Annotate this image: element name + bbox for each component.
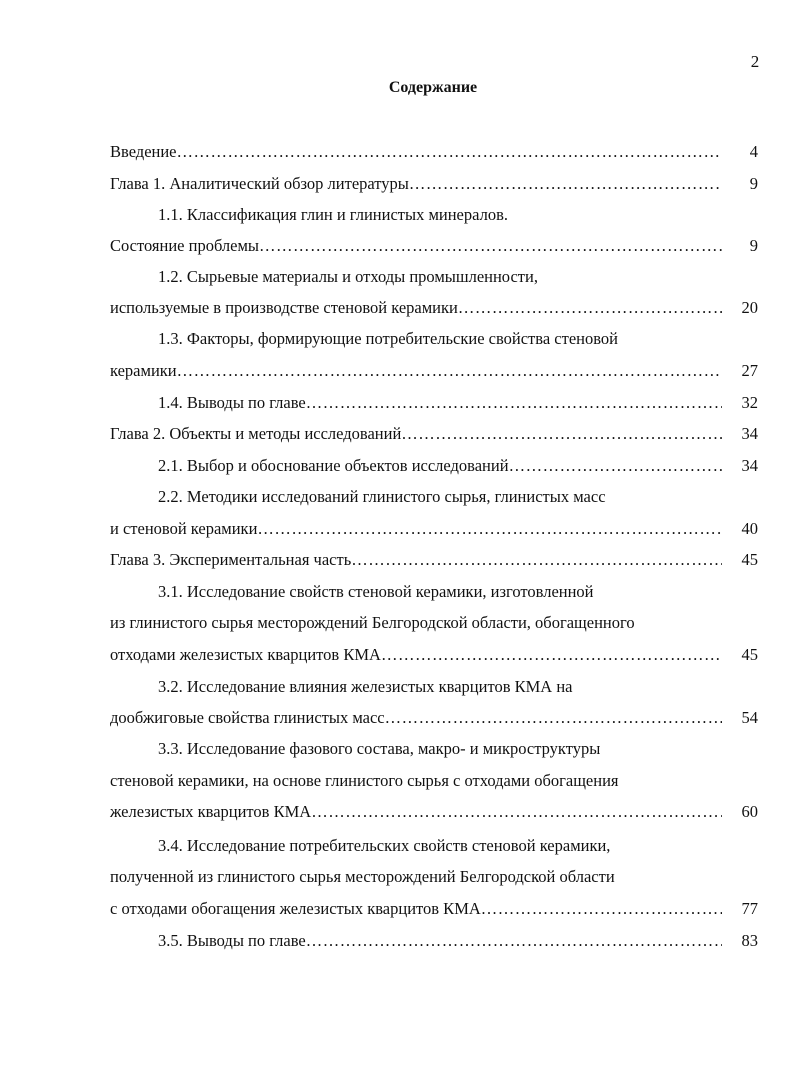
toc-page-number: 27 [741, 361, 758, 380]
toc-entry-1-1: 1.1. Классификация глин и глинистых минералов. [158, 205, 508, 224]
toc-entry-introduction: Введение ………………………………………………………………………………………………………………………………………………………………………… [110, 141, 722, 163]
toc-entry-3-1-cont: из глинистого сырья месторождений Белгородской области, обогащенного [110, 613, 635, 632]
toc-entry-chapter-2: Глава 2. Объекты и методы исследований ………………………………………………………………………………………………………………………………………………………………………… [110, 423, 722, 445]
toc-page-number: 4 [749, 142, 758, 161]
toc-page-number: 34 [741, 424, 758, 443]
toc-page-number: 54 [741, 708, 758, 727]
toc-entry-3-5: 3.5. Выводы по главе ………………………………………………………………………………………………………………………………………………………………………… [110, 930, 722, 952]
toc-entry-3-3: 3.3. Исследование фазового состава, макро- и микроструктуры [158, 739, 601, 758]
toc-entry-3-3-cont: стеновой керамики, на основе глинистого сырья с отходами обогащения [110, 771, 619, 790]
toc-entry-chapter-3: Глава 3. Экспериментальная часть ………………………………………………………………………………………………………………………………………………………………………… [110, 549, 722, 571]
toc-page-number: 20 [741, 298, 758, 317]
toc-entry-3-4: 3.4. Исследование потребительских свойств стеновой керамики, [158, 836, 611, 855]
toc-entry-1-3-cont: керамики ………………………………………………………………………………………………………………………………………………………………………… [110, 360, 722, 382]
toc-entry-3-4-cont2: с отходами обогащения железистых кварцитов КМА ………………………………………………………………………………………………………………………………………………………………………… [110, 898, 722, 920]
toc-entry-1-2-cont: используемые в производстве стеновой керамики ………………………………………………………………………………………………………………………………………………………………………… [110, 297, 722, 319]
toc-entry-3-4-cont: полученной из глинистого сырья месторождений Белгородской области [110, 867, 615, 886]
toc-entry-3-3-cont2: железистых кварцитов КМА ………………………………………………………………………………………………………………………………………………………………………… [110, 801, 722, 823]
toc-entry-3-2-cont: дообжиговые свойства глинистых масс ………………………………………………………………………………………………………………………………………………………………………… [110, 707, 722, 729]
toc-page-number: 9 [749, 236, 758, 255]
toc-page-number: 83 [741, 931, 758, 950]
toc-entry-2-2-cont: и стеновой керамики ………………………………………………………………………………………………………………………………………………………………………… [110, 518, 722, 540]
page-number: 2 [750, 52, 760, 71]
toc-page-number: 60 [741, 802, 758, 821]
toc-page-number: 34 [741, 456, 758, 475]
toc-title: Содержание [388, 79, 478, 96]
toc-entry-1-1-cont: Состояние проблемы ………………………………………………………………………………………………………………………………………………………………………… [110, 235, 722, 257]
toc-entry-2-1: 2.1. Выбор и обоснование объектов исследований ………………………………………………………………………………………………………………………………………………………………………… [110, 455, 722, 477]
toc-page-number: 9 [749, 174, 758, 193]
toc-entry-3-2: 3.2. Исследование влияния железистых кварцитов КМА на [158, 677, 573, 696]
toc-entry-1-2: 1.2. Сырьевые материалы и отходы промышленности, [158, 267, 538, 286]
toc-entry-3-1: 3.1. Исследование свойств стеновой керамики, изготовленной [158, 582, 594, 601]
toc-entry-chapter-1: Глава 1. Аналитический обзор литературы ………………………………………………………………………………………………………………………………………………………………………… [110, 173, 722, 195]
toc-entry-3-1-cont2: отходами железистых кварцитов КМА ………………………………………………………………………………………………………………………………………………………………………… [110, 644, 722, 666]
toc-page-number: 45 [741, 645, 758, 664]
toc-page-number: 77 [741, 899, 758, 918]
toc-entry-1-4: 1.4. Выводы по главе ………………………………………………………………………………………………………………………………………………………………………… [110, 392, 722, 414]
toc-page-number: 45 [741, 550, 758, 569]
toc-entry-2-2: 2.2. Методики исследований глинистого сырья, глинистых масс [158, 487, 606, 506]
toc-page-number: 40 [741, 519, 758, 538]
toc-entry-1-3: 1.3. Факторы, формирующие потребительские свойства стеновой [158, 329, 618, 348]
toc-page-number: 32 [741, 393, 758, 412]
